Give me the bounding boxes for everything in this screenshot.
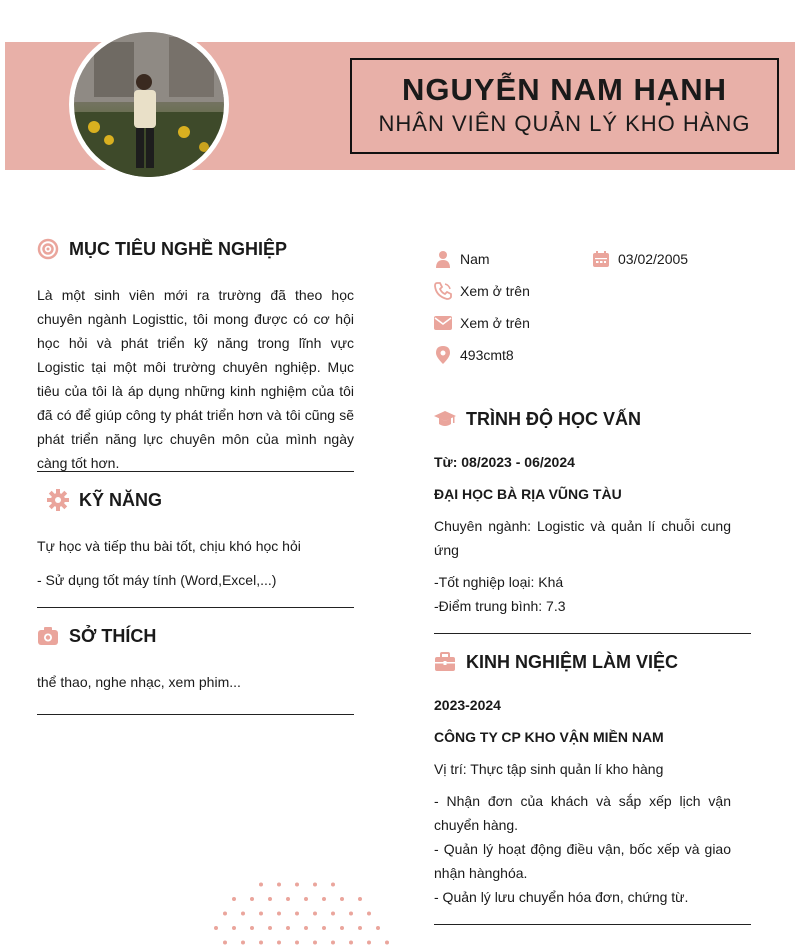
target-icon [37, 238, 59, 260]
education-heading [434, 408, 641, 430]
experience-title: KINH NGHIỆM LÀM VIỆC [466, 651, 679, 672]
email-value: Xem ở trên [460, 315, 530, 331]
decor-dot [223, 941, 227, 945]
decor-dot [304, 897, 308, 901]
decor-dot [232, 926, 236, 930]
objective-text: Là một sinh viên mới ra trường đã theo học chuyên ngành Logisttic, tôi mong được có cơ hội học hỏi và phát triển kỹ năng trong lĩnh vực Logistic tại một môi trường chuyên nghiệp. Mục tiêu của tôi là áp dụng những kinh nghiệm của tôi đã có để giúp công ty phát triển hơn và tôi cũng sẽ phát triển năng lực chuyên môn của mình ngày càng tốt hơn. [37, 287, 354, 471]
decor-dot [250, 926, 254, 930]
decor-dot [331, 941, 335, 945]
education-major: Chuyên ngành: Logistic và quản lí chuỗi cung ứng [434, 518, 731, 558]
decor-dot [268, 926, 272, 930]
education-grade: -Tốt nghiệp loại: Khá [434, 574, 564, 590]
skills-heading [47, 489, 162, 511]
experience-period: 2023-2024 [434, 697, 501, 713]
phone-info [434, 282, 530, 300]
decorative-dots [205, 862, 395, 949]
candidate-name: NGUYỄN NAM HẠNH [402, 72, 727, 107]
decor-dot [259, 941, 263, 945]
name-box [350, 58, 779, 154]
decor-dot [286, 897, 290, 901]
decor-dot [259, 883, 263, 887]
decor-dot [313, 912, 317, 916]
divider [37, 714, 354, 715]
education-gpa: -Điểm trung bình: 7.3 [434, 598, 566, 614]
decor-dot [376, 926, 380, 930]
mail-icon [434, 314, 452, 332]
email-info [434, 314, 530, 332]
hobbies-title: SỞ THÍCH [69, 625, 157, 646]
decor-dot [358, 897, 362, 901]
decor-dot [277, 912, 281, 916]
decor-dot [331, 912, 335, 916]
objective-heading [37, 238, 287, 260]
duty-item: - Nhận đơn của khách và sắp xếp lịch vận chuyển hàng. [434, 793, 731, 833]
divider [37, 607, 354, 608]
location-pin-icon [434, 346, 452, 364]
dob-value: 03/02/2005 [618, 251, 689, 267]
address-info [434, 346, 514, 364]
briefcase-icon [434, 651, 456, 673]
skill-item: - Sử dụng tốt máy tính (Word,Excel,...) [37, 572, 277, 588]
divider [434, 924, 751, 925]
decor-dot [322, 926, 326, 930]
education-period: Từ: 08/2023 - 06/2024 [434, 454, 575, 470]
graduation-cap-icon [434, 408, 456, 430]
decor-dot [367, 941, 371, 945]
decor-dot [250, 897, 254, 901]
calendar-icon [592, 250, 610, 268]
divider [37, 471, 354, 472]
decor-dot [322, 897, 326, 901]
decor-dot [286, 926, 290, 930]
decor-dot [313, 883, 317, 887]
duty-item: - Quản lý hoạt động điều vận, bốc xếp và giao nhận hànghóa. [434, 841, 731, 881]
camera-icon [37, 625, 59, 647]
person-icon [434, 250, 452, 268]
divider [434, 633, 751, 634]
education-title: TRÌNH ĐỘ HỌC VẤN [466, 408, 641, 429]
decor-dot [277, 941, 281, 945]
person-photo-icon [74, 32, 224, 177]
gear-icon [47, 489, 69, 511]
decor-dot [304, 926, 308, 930]
decor-dot [241, 941, 245, 945]
avatar [69, 27, 229, 182]
decor-dot [295, 883, 299, 887]
experience-heading [434, 651, 678, 673]
duty-item: - Quản lý lưu chuyển hóa đơn, chứng từ. [434, 889, 689, 905]
decor-dot [295, 941, 299, 945]
gender-info [434, 250, 490, 268]
decor-dot [313, 941, 317, 945]
decor-dot [367, 912, 371, 916]
skill-item: Tự học và tiếp thu bài tốt, chịu khó học hỏi [37, 538, 301, 554]
address-value: 493cmt8 [460, 347, 514, 363]
objective-title: MỤC TIÊU NGHỀ NGHIỆP [69, 238, 288, 259]
decor-dot [277, 883, 281, 887]
experience-position: Vị trí: Thực tập sinh quản lí kho hàng [434, 761, 664, 777]
decor-dot [340, 897, 344, 901]
decor-dot [349, 912, 353, 916]
decor-dot [241, 912, 245, 916]
school-name: ĐẠI HỌC BÀ RỊA VŨNG TÀU [434, 486, 622, 502]
phone-value: Xem ở trên [460, 283, 530, 299]
hobbies-text: thể thao, nghe nhạc, xem phim... [37, 674, 241, 690]
decor-dot [349, 941, 353, 945]
candidate-role: NHÂN VIÊN QUẢN LÝ KHO HÀNG [378, 111, 751, 136]
phone-icon [434, 282, 452, 300]
decor-dot [214, 926, 218, 930]
decor-dot [340, 926, 344, 930]
decor-dot [331, 883, 335, 887]
decor-dot [223, 912, 227, 916]
skills-title: KỸ NĂNG [79, 489, 163, 510]
decor-dot [259, 912, 263, 916]
decor-dot [358, 926, 362, 930]
decor-dot [268, 897, 272, 901]
decor-dot [232, 897, 236, 901]
company-name: CÔNG TY CP KHO VẬN MIỀN NAM [434, 729, 664, 745]
decor-dot [295, 912, 299, 916]
gender-value: Nam [460, 251, 490, 267]
decor-dot [385, 941, 389, 945]
hobbies-heading [37, 625, 156, 647]
profile-photo [74, 32, 224, 177]
dob-info [592, 250, 688, 268]
